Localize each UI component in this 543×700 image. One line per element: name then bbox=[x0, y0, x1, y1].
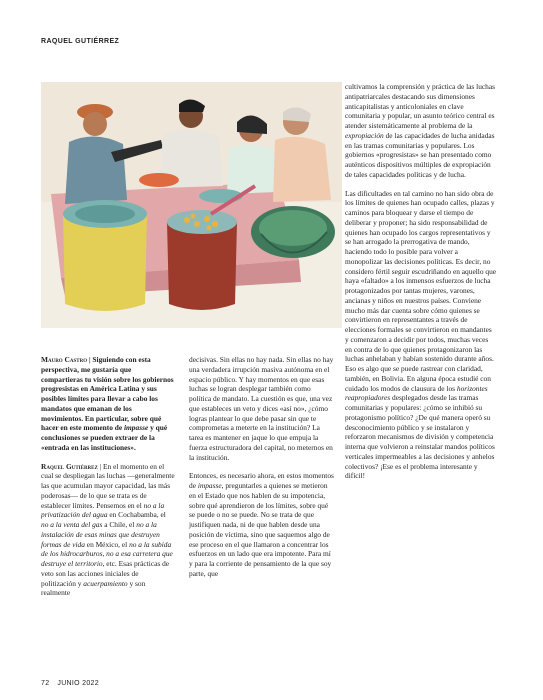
text-run: Entonces, es necesario ahora, en estos momentos de bbox=[189, 471, 334, 490]
text-run: a Chile, el bbox=[102, 520, 137, 529]
paragraph bbox=[345, 82, 497, 180]
text-run: | Siguiendo con esta perspectiva, me gustaría que compartieras tu visión sobre los gobiernos progresistas en América Latina y sus posibles límites para llevar a cabo los mandatos que emanan de los movimientos. En particular, sobre qué hacer en este momento de bbox=[41, 355, 174, 433]
text-run: en Cochabamba, el bbox=[107, 510, 166, 520]
text-run: no a la venta del gas bbox=[41, 520, 103, 529]
text-run: impasse bbox=[197, 481, 222, 490]
text-run: en México, el bbox=[84, 539, 130, 549]
text-run: , etc. Esas prácticas de veto son las acciones iniciales de politización y bbox=[41, 559, 170, 588]
text-run: no a la privatización del agua bbox=[41, 500, 165, 520]
paragraph bbox=[189, 471, 334, 578]
page-footer bbox=[41, 680, 107, 687]
text-run: , preguntarles a quienes se metieron en el Estado que nos hablen de su impotencia, sobre qué aprendieron de los límites, sobre qué se puede o no se puede. No se trata de que justifiquen nada, ni de que hablen desde una posición de víctima, sino que saquemos algo de ese proceso en el que llamaron a concentrar los esfuerzos en un lado que era impotente. Para mí y para la corriente de pensamiento de la que soy parte, que bbox=[189, 481, 332, 578]
paragraph-gap bbox=[189, 462, 334, 471]
text-run: cultivamos la comprensión y práctica de las luchas antipatriarcales destacando sus dimensiones anticapitalistas y anticoloniales en clave comunitaria y popular, un asunto teórico central es atender sistemáticamente al problema de la bbox=[345, 82, 496, 130]
paragraph bbox=[345, 189, 497, 482]
text-column-3 bbox=[345, 82, 497, 481]
text-column-1 bbox=[41, 355, 175, 598]
text-run: y qué conclusiones se pueden extraer de la «entrada en las instituciones». bbox=[41, 423, 168, 452]
illustration-art bbox=[41, 82, 342, 328]
text-run: no a la instalación de esas minas que destruyen formas de vida bbox=[41, 520, 160, 549]
illustration bbox=[41, 82, 342, 328]
text-run: expropiación bbox=[345, 130, 384, 140]
text-run: y son realmente bbox=[41, 578, 146, 598]
page-number: 72 bbox=[41, 680, 50, 687]
text-run: desplegados desde las tramas comunitarias y populares: ¿cómo se inhibió su protagonismo político? ¿De qué manera operó su desconocimiento público y se instalaron y reforzaron mecanismos de división y competencia interna que volvieron a reinstalar mandos políticos verticales impermeables a las decisiones y anhelos colectivos? ¡Ese es el problema interesante y difícil! bbox=[345, 393, 495, 481]
text-run: de las capacidades de lucha anidadas en las tramas comunitarias y populares. Los gobiernos «progresistas» se han presentado como auténticos dispositivos múltiples de expropiación de tales capacidades políticas y de lucha. bbox=[345, 130, 495, 179]
text-run: impasse bbox=[124, 423, 149, 433]
text-run: no a la subida de los hidrocarburos bbox=[41, 539, 172, 559]
text-run: horizontes reapropiadores bbox=[345, 383, 488, 403]
paragraph bbox=[189, 355, 334, 462]
text-column-2 bbox=[189, 355, 334, 579]
text-run: | En el momento en el cual se despliegan las luchas —generalmente las que acumulan mayor capacidad, las más poderosas— de lo que se trata es de establecer límites. Pensemos en el bbox=[41, 461, 175, 510]
paragraph-gap bbox=[345, 180, 497, 189]
issue-date: JUNIO 2022 bbox=[57, 680, 99, 687]
paragraph bbox=[41, 355, 175, 453]
text-run: Raquel Gutiérrez bbox=[41, 461, 98, 471]
text-run: , bbox=[102, 549, 107, 559]
text-run: decisivas. Sin ellas no hay nada. Sin ellas no hay una verdadera irrupción masiva autónoma en el espacio público. Y hay momentos en que esas luchas se logran desplegar también como política de mandato. La cuestión es que, una vez que estableces un veto y dices «así no», ¿cómo logras plantear lo que debe pasar sin que te comprometas a meterte en la institución? La tarea es mantener en jaque lo que empuja la fuerza estructuradora del capital, no meternos en la institución. bbox=[189, 355, 334, 462]
paragraph-gap bbox=[41, 453, 175, 462]
running-header: RAQUEL GUTIÉRREZ bbox=[41, 38, 120, 45]
text-run: Mauro Castro bbox=[41, 355, 88, 364]
paragraph bbox=[41, 462, 175, 599]
text-run: Las dificultades en tal camino no han sido obra de los límites de quienes han ocupado calles, plazas y caminos para bloquear y darse el tiempo de deliberar y proponer; ha sido responsabilidad de quienes han ocupado los cargos representativos y se han arrogado la prerrogativa de mando, haciendo todo lo posible para volver a monopolizar las decisiones políticas. Es decir, no considero fértil seguir escudriñando en aquello que haya «faltado» a los inmensos esfuerzos de lucha protagonizados por tantas mujeres, varones, ancianas y niños en nuestros países. Conviene mucho más dar cuenta sobre cómo quienes se convirtieron en representantes a través de elecciones formales se convirtieron en mandantes y comenzaron a decidir por todos, muchas veces en contra de lo que quienes protagonizaron las luchas anhelaban y habían sostenido durante años. Eso es algo que se puede rastrear con claridad, también, en Bolivia. En alguna época estudié con cuidado los modos de clausura de los bbox=[345, 188, 497, 393]
text-run: no a esa carretera que destruye el territorio bbox=[41, 549, 173, 568]
text-run: acuerpamiento bbox=[83, 578, 128, 588]
